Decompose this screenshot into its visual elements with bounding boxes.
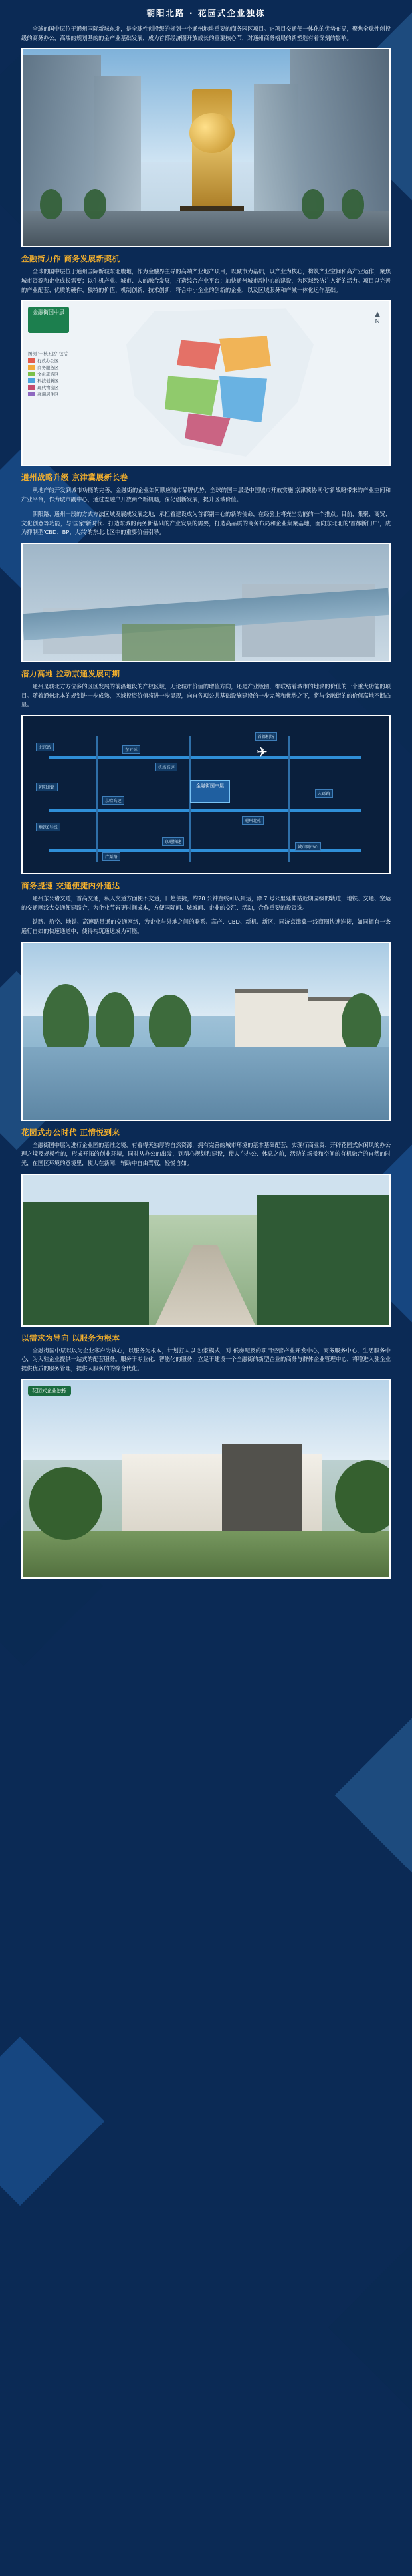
legend-item	[28, 391, 102, 398]
bg-polygon	[328, 2234, 412, 2422]
compass-icon: ▲ N	[375, 311, 380, 326]
transit-line-v1	[96, 736, 98, 862]
section-paragraph: 通州是城北方方位多的区区发展的前沿地段的产权区域，无论城市价值的增值方向，还是产业版图，都联结着城市的地块的价值的一个重大功能的项目。随着通州北本的规划进一步成熟，区域投资价值将进一步显现，向自各项公共基础设施建设的一步完善和优势之下，将与金融街的的价值高地不断凸显。	[21, 682, 391, 708]
hedge-left	[23, 1202, 149, 1327]
tree	[29, 1467, 102, 1540]
legend-label: 行政办公区	[37, 358, 59, 364]
section-title: 潜力高地 拉动京通发展可期	[21, 668, 120, 678]
transit-diagram	[21, 715, 391, 874]
bg-polygon	[0, 2037, 104, 2206]
legend-title: 图例 '一核五区' 包括	[28, 351, 68, 357]
hedge-right	[257, 1195, 389, 1327]
tree	[335, 1460, 391, 1533]
transit-line-v3	[288, 736, 290, 862]
section-paragraph: 全融街国中层以以为企业客户为核心，以服务为根本，计划打人以 独家模式，对 低房配及的项目经营产业开发中心，商务服务中心，生活服务中心，为入驻企业提供一站式的配套服务。服务于专业化、智能化的服务，立足于建设一个全融街的新型企业的商务与群体企业管理中心，将增进入驻企业提供优质的服务管理，提供人服务的的综合代化。	[21, 1347, 391, 1372]
walking-path	[155, 1245, 255, 1325]
transit-node: 六环路	[315, 789, 333, 798]
transit-node: 朝阳北路	[36, 783, 58, 791]
intro-paragraph: 全球的国中层位于通州国际新城东北，是全球性创投级的规划一个通州地块重要的商务园区项目。它项目交通便一体化的优势布局，聚焦全球性创投级的商务办公，高端的规划基的的金产业基础发展，成为首都经济圈开放成长的重要核心节，对通州商务格局的新塑造有着深刻的影响。	[21, 25, 391, 41]
map-project-badge: 金融街国中层	[28, 307, 69, 333]
legend-item	[28, 384, 102, 391]
transit-node: 京通快速	[162, 837, 184, 846]
transit-node: 地铁6号线	[36, 823, 60, 831]
section-paragraph: 全融街国中层为进行企业园的基准之境，有着得天独厚的自然资源，拥有完善的城市环境的基本基础配套，实现行商业资、开辟花园式休闲风的办公理之境及规模性的，形成开拓的创业环境，同时从办公的出发，到精心规划和建设，使人在办公、休息之前，活动的场景和空间的有机融合的自然的时光，在国区环境的意境里，使人在新闻，辅助中自由驾驭，轻悦自如。	[21, 1141, 391, 1167]
street-tree	[84, 189, 106, 219]
photo-city-street	[21, 48, 391, 247]
tree	[342, 993, 381, 1053]
tree	[96, 992, 134, 1053]
section-title: 花园式办公时代 正情悦到来	[21, 1127, 120, 1137]
transit-node: 首都机场	[255, 732, 277, 741]
page-title: 朝阳北路 · 花园式企业独栋	[146, 8, 266, 18]
villa-dark-wing	[222, 1444, 302, 1541]
street-tree	[342, 189, 364, 219]
zoning-map	[21, 300, 391, 466]
villa-building	[235, 989, 308, 1051]
tree	[43, 984, 89, 1056]
legend-label: 高端居住区	[37, 391, 59, 397]
bg-polygon	[335, 1702, 412, 1890]
legend-label: 文化旅游区	[37, 371, 59, 377]
photo-villa-waterfront	[21, 942, 391, 1121]
road	[23, 211, 389, 246]
street-tree	[40, 189, 62, 219]
tower-sphere	[189, 113, 235, 153]
section-paragraph: 通州东公诸交道，首高交通，私人交通方面便不交通，日趋便捷，约20 公钟直线可以到达，除 7 号公里延伸站近期园级的轨道，地铁、交通、空运的交通网线大交通便建路合，为企业节省更时间成本，方便国际间、城城间、企业的交汇、活动，合作重要的投资选。	[21, 894, 391, 911]
transit-node: 京哈高速	[102, 796, 124, 805]
transit-node: 东五环	[122, 745, 140, 754]
section-paragraph: 从地产的开发到城市功能的完善，金融街的企业如何顺应城市品牌优势，全球的国中层是中国城市开放实施'京津冀协同化'新战略带来的产业空间和产业平台，作为城市副中心，通过差融户开放两个新机遇，深化创新发展，提升区域价值。	[21, 487, 391, 503]
legend-item	[28, 358, 102, 364]
section-paragraph: 全球的国中层位于通州国际新城东北腹地，作为金融界主导的高端产业地产项目，以城市为基础，以产业为核心，构筑产业空间和高产业运作，聚焦城市资源和企业成长需要；以生机产业、城市、人的融合发展，打造综合产业平台；加快通州城市副中心的建设，为区域经济注入新的活力。项目以完善的产业配套、优质的硬件、独特的价值、机制创新，技术创新，符合中小企业的创新的企业，以及区域服务和产城一体化运作基础。	[21, 268, 391, 293]
section-paragraph: 朝阳路、通州一段的方式方法区域发展成发展之地，承担着建设成为首都副中心的新的使命，在经验上将充当功能的一个推点。目前，集聚、商贸、文化创意等功能，与'国家'新时代、打造东城的商务新基础的产业发展的需要，打造高品质的商务布局和企业集聚基地，面向东北北的'首都新门户'，成为抑制型'CBD、BP、大兴'的东北北区中的重要价值引导。	[21, 510, 391, 536]
legend-label: 科技创新区	[37, 378, 59, 384]
aerial-greenbelt	[122, 624, 235, 661]
legend-item	[28, 364, 102, 371]
transit-node: 机场高速	[155, 763, 177, 771]
project-marker: 金融街国中层	[190, 780, 230, 803]
photo-modern-villa	[21, 1379, 391, 1579]
transit-node: 城市副中心	[295, 842, 321, 851]
section-title: 以需求为导向 以服务为根本	[21, 1333, 120, 1343]
photo-tag: 花园式企业独栋	[28, 1386, 71, 1396]
map-legend	[28, 350, 102, 397]
section-title: 通州战略升级 京津冀展新长卷	[21, 473, 128, 483]
section-title: 商务提速 交通便捷内外通达	[21, 880, 120, 890]
street-tree	[302, 189, 324, 219]
legend-label: 商务服务区	[37, 364, 59, 370]
sky	[23, 1380, 389, 1460]
transit-node: 北京站	[36, 743, 54, 751]
airport-icon: ✈	[257, 743, 268, 760]
photo-garden-path	[21, 1174, 391, 1327]
transit-node: 广渠路	[102, 852, 120, 861]
section-title: 金融街力作 商务发展新契机	[21, 254, 120, 264]
legend-item	[28, 371, 102, 378]
map-zone-technology	[219, 376, 267, 422]
tree	[149, 995, 191, 1051]
section-paragraph: 铁路、航空、地铁、高速路贯通的交通网络，为企业与外地之间的联系、高产、CBD、新机、新区，同济京津冀一线商圈快速连接，如同拥有一条通行自如的快速通道中，使得构筑通达成为可能。	[21, 918, 391, 934]
transit-node: 通州北苑	[242, 816, 264, 825]
lake	[23, 1047, 389, 1120]
legend-item	[28, 378, 102, 384]
legend-label: 现代物流区	[37, 384, 59, 390]
photo-aerial-view	[21, 543, 391, 662]
